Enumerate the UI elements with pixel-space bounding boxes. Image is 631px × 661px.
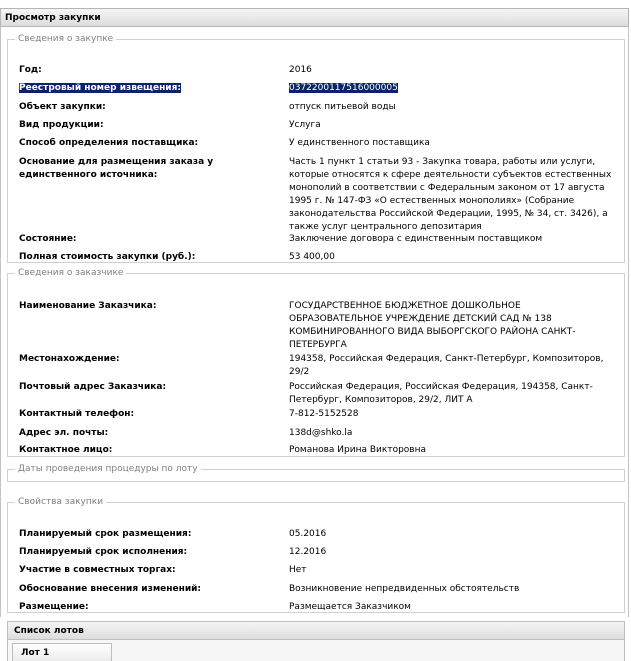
purchase-info-section	[7, 34, 625, 263]
panel-title: Просмотр закупки	[5, 13, 101, 23]
field-value: ГОСУДАРСТВЕННОЕ БЮДЖЕТНОЕ ДОШКОЛЬНОЕ ОБРАЗОВАТЕЛЬНОЕ УЧРЕЖДЕНИЕ ДЕТСКИЙ САД № 138 КОМБИНИРОВАННОГО ВИДА ВЫБОРГСКОГО РАЙОНА САНКТ- ПЕТЕРБУРГА	[289, 301, 576, 350]
field-value: 12.2016	[289, 547, 327, 557]
field-label: Размещение:	[19, 602, 89, 612]
field-value: 2016	[289, 65, 312, 75]
field-value: Заключение договора с единственным поставщиком	[289, 234, 543, 244]
field-label: Способ определения поставщика:	[19, 138, 199, 148]
field-label: Основание для размещения заказа у единственного источника:	[19, 157, 214, 180]
field-value[interactable]: 0372200117516000005	[289, 83, 398, 93]
tab-label: Лот 1	[21, 648, 50, 658]
purchase-info-legend: Сведения о закупке	[18, 34, 114, 44]
tab-lot-1[interactable]	[12, 643, 112, 661]
field-label: Контактное лицо:	[19, 445, 113, 455]
field-label: Полная стоимость закупки (руб.):	[19, 252, 196, 262]
field-label: Объект закупки:	[19, 102, 106, 112]
field-value: 53 400,00	[289, 252, 335, 262]
field-label: Наименование Заказчика:	[19, 301, 157, 311]
field-value: 138d@shko.la	[289, 428, 353, 438]
lots-panel-title: Список лотов	[14, 626, 84, 636]
field-label: Обоснование внесения изменений:	[19, 584, 202, 594]
field-value: 05.2016	[289, 529, 327, 539]
field-label: Местонахождение:	[19, 354, 120, 364]
field-value: У единственного поставщика	[289, 138, 430, 148]
field-label: Планируемый срок размещения:	[19, 529, 192, 539]
purchase-props-section	[7, 497, 625, 613]
field-label: Год:	[19, 65, 42, 75]
field-label: Состояние:	[19, 234, 77, 244]
lot-dates-section[interactable]	[7, 464, 625, 482]
lots-panel-body	[7, 640, 625, 661]
field-value: Услуга	[289, 120, 321, 130]
field-label: Адрес эл. почты:	[19, 428, 109, 438]
field-value: 194358, Российская Федерация, Санкт-Петербург, Композиторов, 29/2	[289, 354, 604, 377]
panel-header	[0, 8, 629, 27]
field-value: Размещается Заказчиком	[289, 602, 411, 612]
field-value: Нет	[289, 565, 307, 575]
customer-info-section	[7, 268, 625, 457]
customer-info-legend: Сведения о заказчике	[18, 268, 124, 278]
purchase-props-legend: Свойства закупки	[18, 497, 104, 507]
field-value: Романова Ирина Викторовна	[289, 445, 426, 455]
field-label: Вид продукции:	[19, 120, 104, 130]
lot-dates-legend[interactable]: Даты проведения процедуры по лоту	[18, 464, 198, 474]
field-value: Возникновение непредвиденных обстоятельств	[289, 584, 520, 594]
field-value: Часть 1 пункт 1 статьи 93 - Закупка товара, работы или услуги, которые относятся к сфере деятельности субъектов естественных монополий в соответствии с Федеральным законом от 17 августа 1995 г. № 147-ФЗ «О естественных монополиях» (Собрание законодательства Российской Федерации, 1995, № 34, ст. 3426), а также услуг центрального депозитария	[289, 157, 612, 232]
lots-panel-header	[7, 621, 625, 640]
field-label: Почтовый адрес Заказчика:	[19, 382, 167, 392]
field-label: Участие в совместных торгах:	[19, 565, 176, 575]
field-value: Российская Федерация, Российская Федерация, 194358, Санкт- Петербург, Композиторов, 29/2, ЛИТ А	[289, 382, 593, 405]
field-label[interactable]: Реестровый номер извещения:	[19, 83, 181, 93]
field-value: 7-812-5152528	[289, 409, 359, 419]
field-label: Планируемый срок исполнения:	[19, 547, 188, 557]
field-label: Контактный телефон:	[19, 409, 135, 419]
field-value: отпуск питьевой воды	[289, 102, 396, 112]
